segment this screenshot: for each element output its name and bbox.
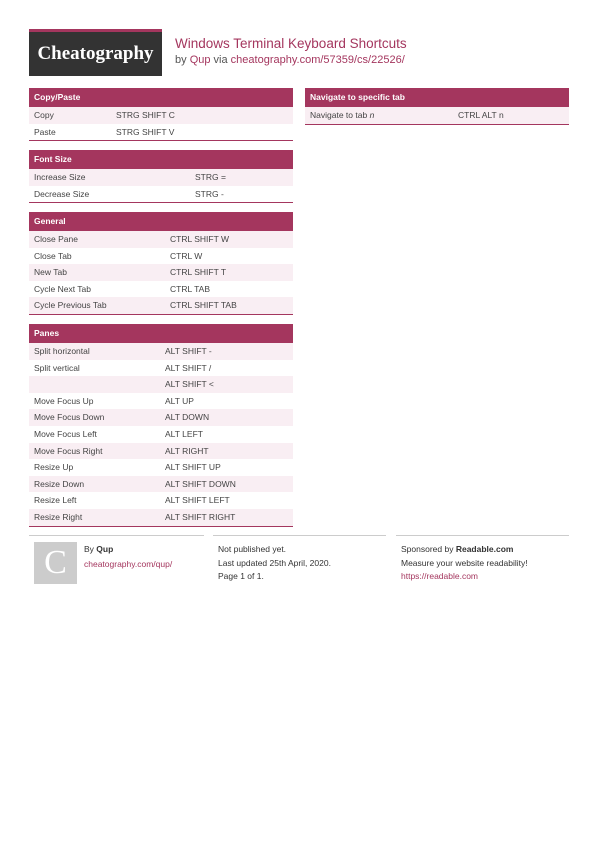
page-title: Windows Terminal Keyboard Shortcuts (175, 36, 407, 51)
shortcut-keys: CTRL SHIFT T (170, 267, 227, 278)
footer-publish-info (218, 543, 331, 584)
footer-divider (213, 535, 386, 536)
shortcut-keys: STRG - (195, 188, 224, 199)
cheatsheet-url-link[interactable]: cheatography.com/57359/cs/22526/ (230, 54, 405, 66)
table-row (29, 376, 293, 393)
table-row (29, 107, 293, 124)
shortcut-keys: CTRL TAB (170, 283, 210, 294)
section-general (29, 212, 293, 315)
section-title: Copy/Paste (29, 88, 293, 107)
footer-author-name[interactable]: Qup (96, 544, 114, 554)
action-label: Cycle Next Tab (34, 283, 92, 294)
table-row (29, 409, 293, 426)
table-row (29, 476, 293, 493)
shortcut-keys: CTRL ALT n (458, 110, 504, 120)
byline (175, 54, 405, 66)
action-label: Resize Left (34, 495, 77, 506)
action-label: New Tab (34, 267, 67, 278)
byline-via: via (213, 54, 228, 66)
page-number: Page 1 of 1. (218, 571, 264, 581)
author-avatar[interactable]: C (34, 542, 77, 584)
footer-sponsor (401, 543, 528, 584)
section-title: Panes (29, 324, 293, 343)
action-label: Move Focus Down (34, 412, 105, 423)
table-row (29, 297, 293, 314)
table-row (29, 264, 293, 281)
table-row (305, 107, 569, 124)
shortcut-keys: STRG = (195, 172, 226, 182)
table-row (29, 186, 293, 203)
shortcut-keys: ALT SHIFT / (165, 362, 212, 373)
section-title: General (29, 212, 293, 231)
table-row (29, 231, 293, 248)
shortcut-keys: CTRL SHIFT TAB (170, 300, 237, 311)
action-label: Copy (34, 110, 54, 120)
footer-divider (29, 535, 204, 536)
action-label: Decrease Size (34, 188, 90, 199)
tab-number-variable: n (369, 110, 375, 120)
shortcut-keys: ALT RIGHT (165, 445, 209, 456)
table-row (29, 343, 293, 360)
shortcut-keys: ALT UP (165, 395, 194, 406)
section-navigate-tab (305, 88, 569, 125)
published-status: Not published yet. (218, 544, 287, 554)
shortcut-keys: ALT SHIFT - (165, 346, 212, 356)
shortcut-keys: ALT SHIFT DOWN (165, 478, 236, 489)
section-copy-paste (29, 88, 293, 141)
footer-author-link[interactable]: cheatography.com/qup/ (84, 558, 173, 569)
action-label: Cycle Previous Tab (34, 300, 107, 311)
table-row (29, 281, 293, 298)
sponsor-tagline: Measure your website readability! (401, 557, 528, 568)
shortcut-keys: STRG SHIFT C (116, 110, 175, 120)
action-label: Split vertical (34, 362, 80, 373)
table-row (29, 248, 293, 265)
shortcut-keys: ALT SHIFT RIGHT (165, 511, 236, 522)
action-label: Resize Right (34, 511, 83, 522)
section-panes (29, 324, 293, 527)
byline-prefix: by (175, 54, 187, 66)
action-label: Split horizontal (34, 346, 90, 356)
sponsor-name[interactable]: Readable.com (455, 544, 514, 554)
action-label: Move Focus Right (34, 445, 103, 456)
action-label: Move Focus Left (34, 428, 97, 439)
table-row (29, 393, 293, 410)
action-label: Resize Up (34, 462, 74, 473)
table-row (29, 459, 293, 476)
footer-author (84, 543, 172, 571)
section-title: Font Size (29, 150, 293, 169)
action-label: Increase Size (34, 172, 86, 182)
action-label: Close Pane (34, 234, 78, 244)
shortcut-keys: ALT SHIFT < (165, 379, 214, 390)
shortcut-keys: ALT SHIFT LEFT (165, 495, 230, 506)
last-updated: Last updated 25th April, 2020. (218, 557, 331, 568)
shortcut-keys: ALT DOWN (165, 412, 210, 423)
footer-by-label: By (84, 544, 94, 554)
shortcut-keys: CTRL SHIFT W (170, 234, 230, 244)
table-row (29, 426, 293, 443)
shortcut-keys: CTRL W (170, 250, 203, 261)
action-label: Paste (34, 126, 56, 137)
shortcut-keys: ALT LEFT (165, 428, 203, 439)
sponsor-link[interactable]: https://readable.com (401, 571, 479, 581)
action-label: Move Focus Up (34, 395, 94, 406)
shortcut-keys: ALT SHIFT UP (165, 462, 221, 473)
table-row (29, 509, 293, 526)
author-link[interactable]: Qup (189, 54, 211, 66)
table-row (29, 124, 293, 141)
action-label: Resize Down (34, 478, 85, 489)
section-font-size (29, 150, 293, 203)
action-label: Navigate to tab n (310, 110, 375, 120)
cheatography-logo[interactable]: Cheatography (29, 29, 162, 76)
table-row (29, 169, 293, 186)
action-label: Close Tab (34, 250, 72, 261)
table-row (29, 492, 293, 509)
section-title: Navigate to specific tab (305, 88, 569, 107)
table-row (29, 360, 293, 377)
sponsor-prefix: Sponsored by (401, 544, 454, 554)
footer-divider (396, 535, 569, 536)
table-row (29, 443, 293, 460)
shortcut-keys: STRG SHIFT V (116, 126, 175, 137)
